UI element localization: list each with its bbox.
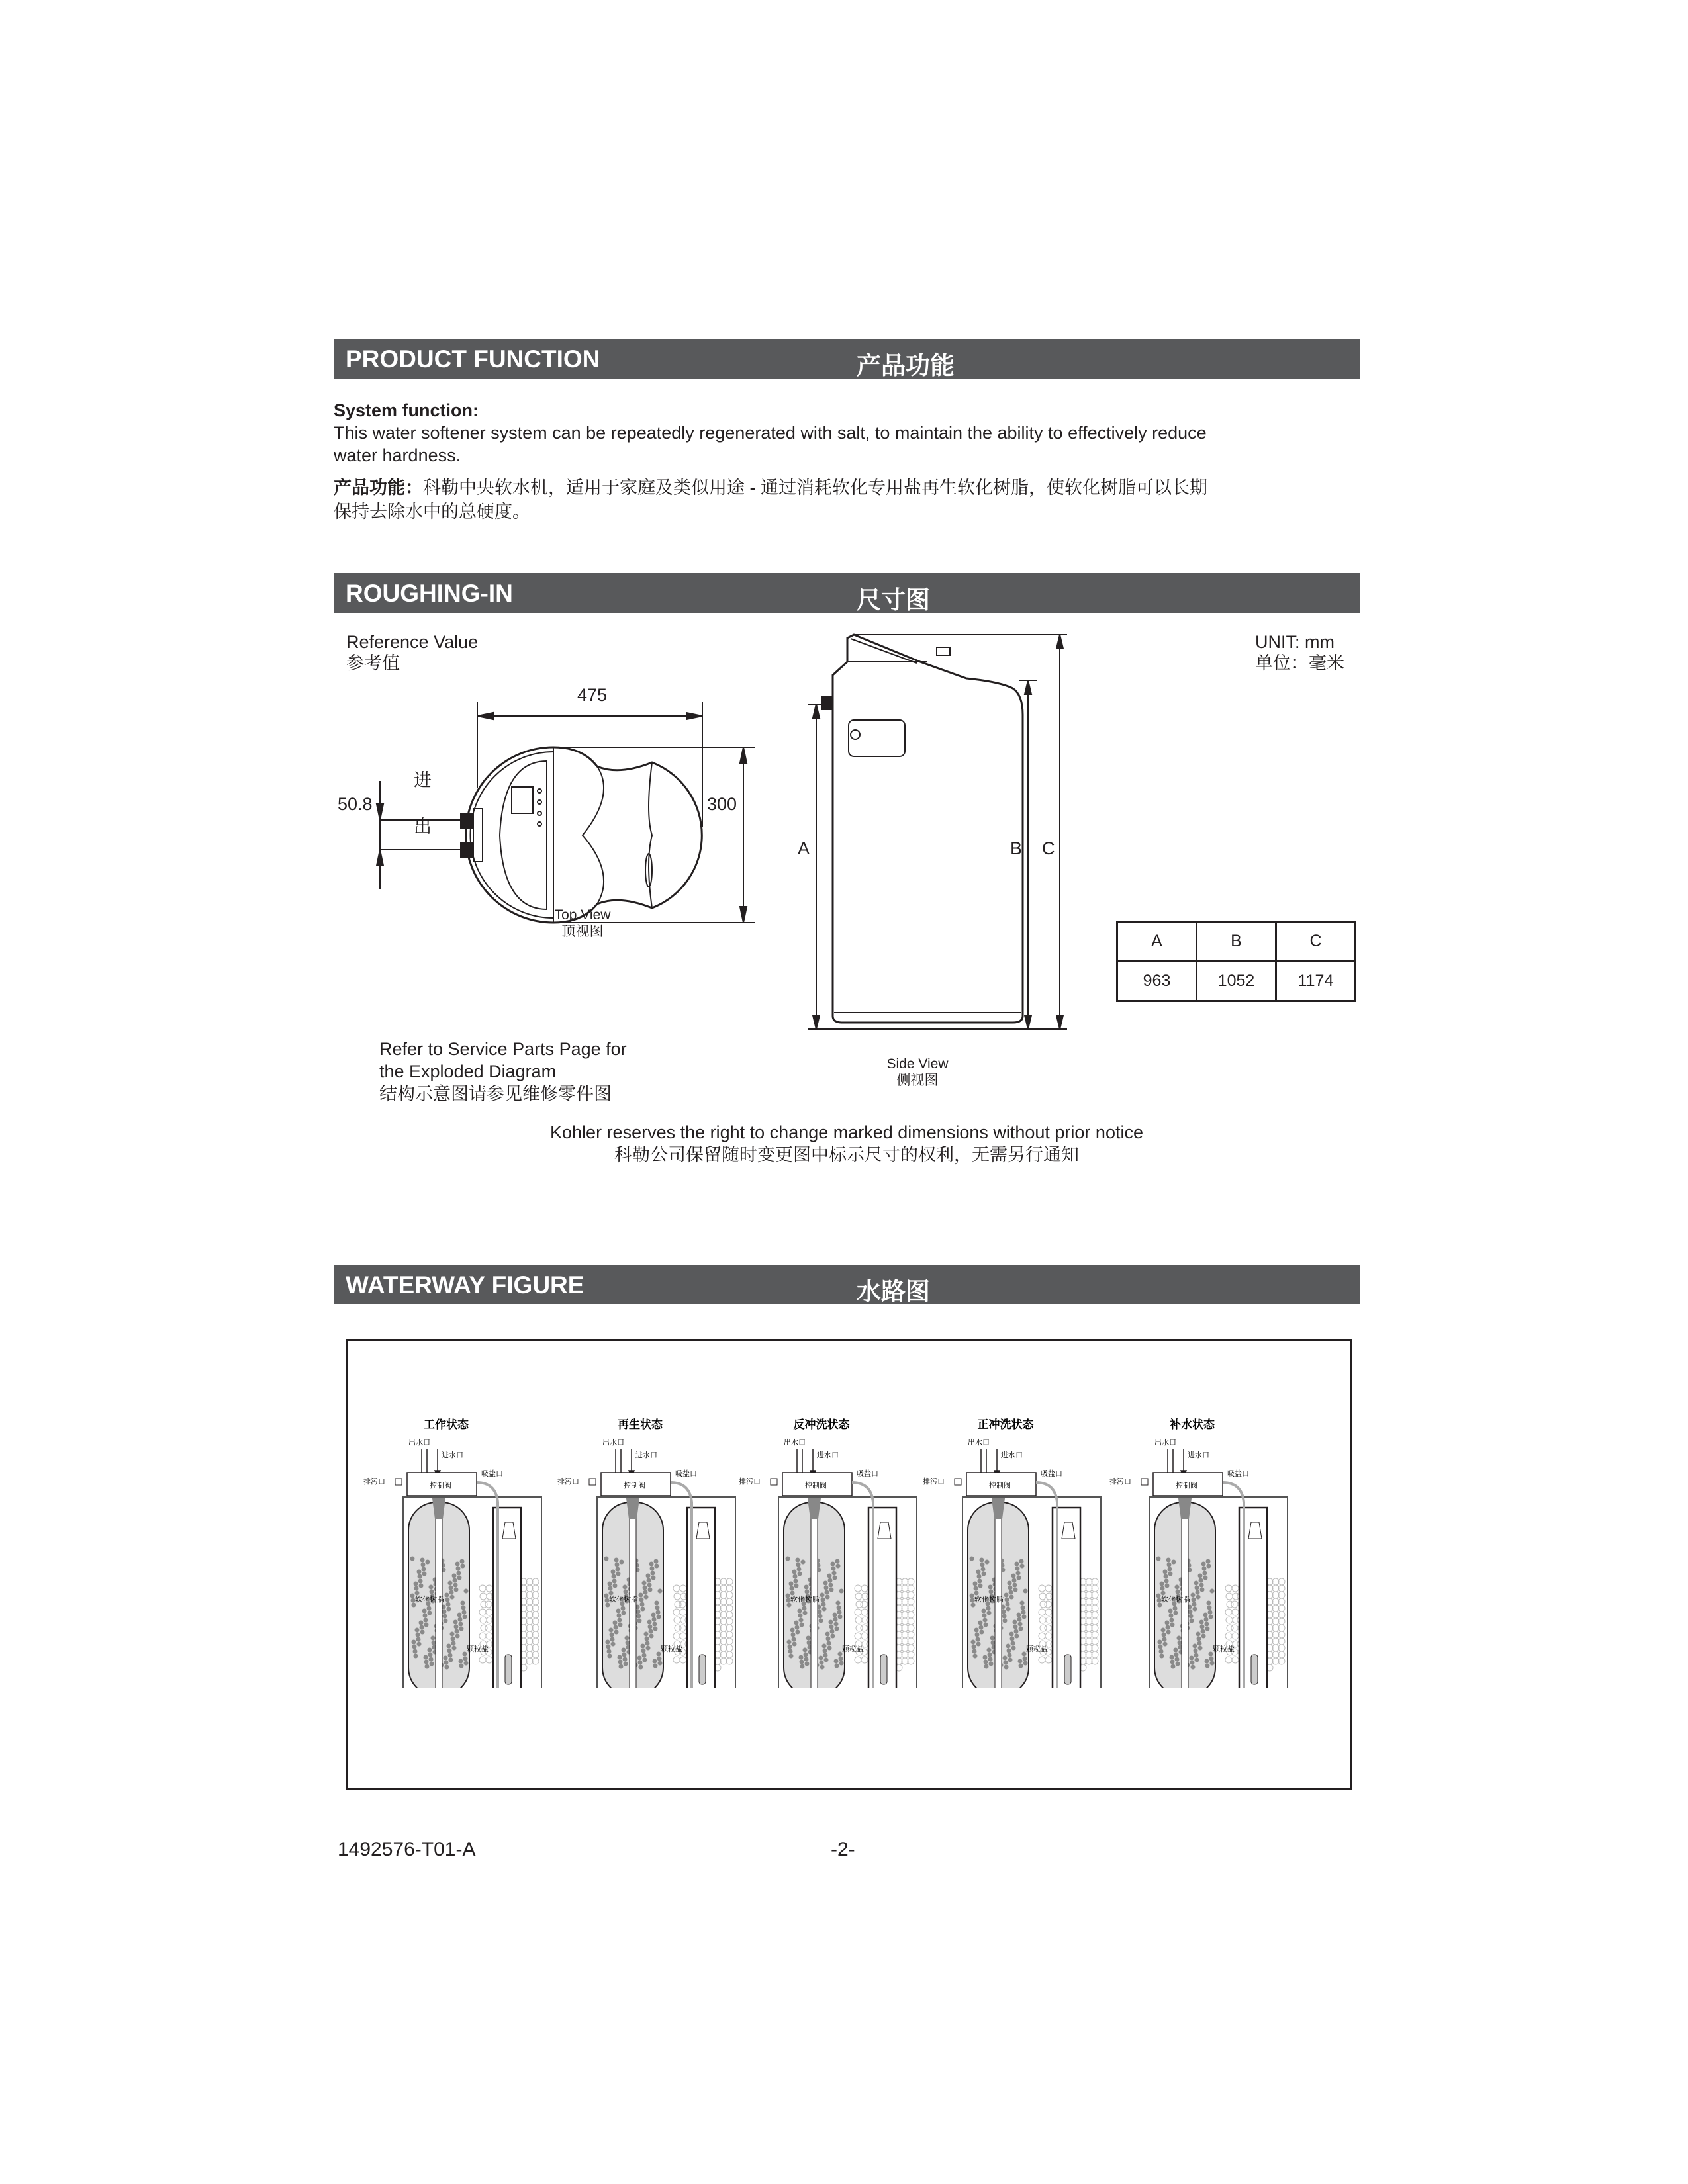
waterway-panel-3 [739, 1410, 937, 1688]
top-view-drawing [0, 0, 794, 1006]
panel-title: 正冲洗状态 [977, 1418, 1034, 1432]
inlet-port-label: 进水口 [635, 1451, 657, 1459]
inlet-port-label: 进水口 [1188, 1451, 1209, 1459]
reference-value-label-zh: 参考值 [346, 653, 400, 673]
brine-valve [696, 1522, 710, 1539]
dimension-c-label: C [1042, 839, 1055, 858]
side-view-label: Side View [886, 1056, 949, 1071]
outlet-port-label: 出水口 [408, 1438, 430, 1447]
salt-label: 颗粒盐 [661, 1645, 682, 1653]
salt-label: 颗粒盐 [842, 1645, 864, 1653]
drain-port-icon [589, 1479, 596, 1485]
resin-label: 软化树脂 [609, 1595, 638, 1604]
brine-port-label: 吸盐口 [857, 1469, 878, 1478]
document-number: 1492576-T01-A [338, 1839, 476, 1860]
drain-port-label: 排污口 [923, 1477, 945, 1486]
system-function-line2: water hardness. [334, 445, 461, 465]
inlet-port-label: 进水口 [817, 1451, 839, 1459]
brine-valve [502, 1522, 516, 1539]
drain-port-label: 排污口 [739, 1477, 761, 1486]
outlet-label: 出 [414, 817, 432, 837]
dimension-b-label: B [1010, 839, 1023, 858]
control-valve-label: 控制阀 [430, 1481, 451, 1490]
section-title-en: WATERWAY FIGURE [346, 1271, 585, 1298]
top-view-width-dimension: 475 [577, 685, 608, 705]
refer-line1: Refer to Service Parts Page for [379, 1039, 627, 1059]
section-header-waterway [334, 1265, 1360, 1304]
drain-port-icon [1141, 1479, 1148, 1485]
brine-valve [1062, 1522, 1075, 1539]
control-valve-label: 控制阀 [805, 1481, 827, 1490]
resin-label: 软化树脂 [1161, 1595, 1190, 1604]
brine-port-label: 吸盐口 [481, 1469, 503, 1478]
outlet-port-label: 出水口 [784, 1438, 806, 1447]
panel-title: 再生状态 [618, 1418, 663, 1432]
table-header: C [1276, 922, 1356, 962]
table-header: A [1117, 922, 1197, 962]
brine-port-label: 吸盐口 [1227, 1469, 1249, 1478]
section-title-zh: 尺寸图 [857, 586, 930, 614]
product-function-zh-label: 产品功能： [334, 478, 423, 498]
product-function-zh-text: 科勒中央软水机，适用于家庭及类似用途 - 通过消耗软化专用盐再生软化树脂，使软化树脂可以长期 [423, 478, 1207, 498]
panel-title: 工作状态 [424, 1418, 469, 1432]
waterway-panel-2 [557, 1410, 756, 1688]
side-view-caption [865, 1056, 970, 1089]
drain-port-label: 排污口 [1109, 1477, 1131, 1486]
unit-label: UNIT: mm [1255, 632, 1335, 652]
resin-label: 软化树脂 [974, 1595, 1004, 1604]
salt-label: 颗粒盐 [1026, 1645, 1048, 1653]
table-cell: 1052 [1197, 962, 1276, 1001]
brine-float [699, 1655, 706, 1684]
drain-port-label: 排污口 [363, 1477, 385, 1486]
brine-float [1064, 1655, 1071, 1684]
brine-float [1251, 1655, 1258, 1684]
control-valve-label: 控制阀 [1176, 1481, 1197, 1490]
waterway-panel-4 [923, 1410, 1121, 1688]
drain-port-icon [955, 1479, 961, 1485]
resin-label: 软化树脂 [790, 1595, 820, 1604]
control-valve-label: 控制阀 [989, 1481, 1011, 1490]
refer-line2: the Exploded Diagram [379, 1062, 557, 1081]
side-view-drawing [794, 622, 1086, 1046]
top-view-depth-dimension: 300 [707, 794, 737, 814]
refer-service-parts-note [379, 1038, 627, 1105]
section-title-zh: 水路图 [857, 1278, 930, 1305]
brine-port-label: 吸盐口 [675, 1469, 697, 1478]
section-title-en: ROUGHING-IN [346, 580, 513, 607]
table-cell: 963 [1117, 962, 1197, 1001]
outlet-port-label: 出水口 [1154, 1438, 1176, 1447]
table-header: B [1197, 922, 1276, 962]
drain-port-label: 排污口 [557, 1477, 579, 1486]
salt-label: 颗粒盐 [467, 1645, 489, 1653]
brine-port-label: 吸盐口 [1041, 1469, 1062, 1478]
dimensions-table [1116, 921, 1356, 1002]
unit-label-zh: 单位：毫米 [1255, 653, 1344, 673]
drain-port-icon [395, 1479, 402, 1485]
section-title-zh: 产品功能 [857, 352, 955, 379]
side-view-label-zh: 侧视图 [896, 1073, 939, 1088]
dimension-notice [334, 1121, 1360, 1166]
inlet-port-label: 进水口 [1001, 1451, 1023, 1459]
inlet-label: 进 [414, 770, 432, 790]
table-row [1117, 962, 1356, 1001]
system-function-heading: System function: [334, 400, 479, 420]
outlet-pipe [616, 1449, 621, 1473]
drain-port-icon [771, 1479, 777, 1485]
salt-label: 颗粒盐 [1213, 1645, 1235, 1653]
system-function-line1: This water softener system can be repeatedly regenerated with salt, to maintain the ability to effectively reduce [334, 423, 1207, 443]
outlet-pipe [1168, 1449, 1173, 1473]
waterway-panel-1 [363, 1410, 562, 1688]
reference-value-label: Reference Value [346, 632, 479, 652]
page-number: -2- [831, 1839, 855, 1860]
brine-valve [878, 1522, 891, 1539]
brine-float [880, 1655, 887, 1684]
outlet-pipe [797, 1449, 802, 1473]
outlet-pipe [981, 1449, 986, 1473]
panel-title: 反冲洗状态 [793, 1418, 850, 1432]
inlet-outlet-spacing-dimension: 50.8 [338, 794, 373, 814]
product-function-zh-line2: 保持去除水中的总硬度。 [334, 502, 530, 522]
top-view-caption [530, 907, 635, 940]
notice-zh: 科勒公司保留随时变更图中标示尺寸的权利，无需另行通知 [614, 1145, 1079, 1165]
notice-en: Kohler reserves the right to change marked dimensions without prior notice [550, 1122, 1143, 1142]
table-header-row [1117, 922, 1356, 962]
refer-zh: 结构示意图请参见维修零件图 [379, 1084, 612, 1104]
panel-title: 补水状态 [1170, 1418, 1215, 1432]
top-view-label-zh: 顶视图 [561, 924, 604, 939]
outlet-port-label: 出水口 [968, 1438, 990, 1447]
control-valve-label: 控制阀 [624, 1481, 645, 1490]
outlet-pipe [422, 1449, 427, 1473]
section-title-en: PRODUCT FUNCTION [346, 345, 600, 373]
brine-valve [1248, 1522, 1262, 1539]
outlet-port-label: 出水口 [602, 1438, 624, 1447]
resin-label: 软化树脂 [415, 1595, 444, 1604]
inlet-port-label: 进水口 [442, 1451, 463, 1459]
dimension-a-label: A [798, 839, 810, 858]
brine-float [505, 1655, 512, 1684]
table-cell: 1174 [1276, 962, 1356, 1001]
top-view-label: Top View [554, 907, 611, 923]
waterway-panel-5 [1109, 1410, 1308, 1688]
